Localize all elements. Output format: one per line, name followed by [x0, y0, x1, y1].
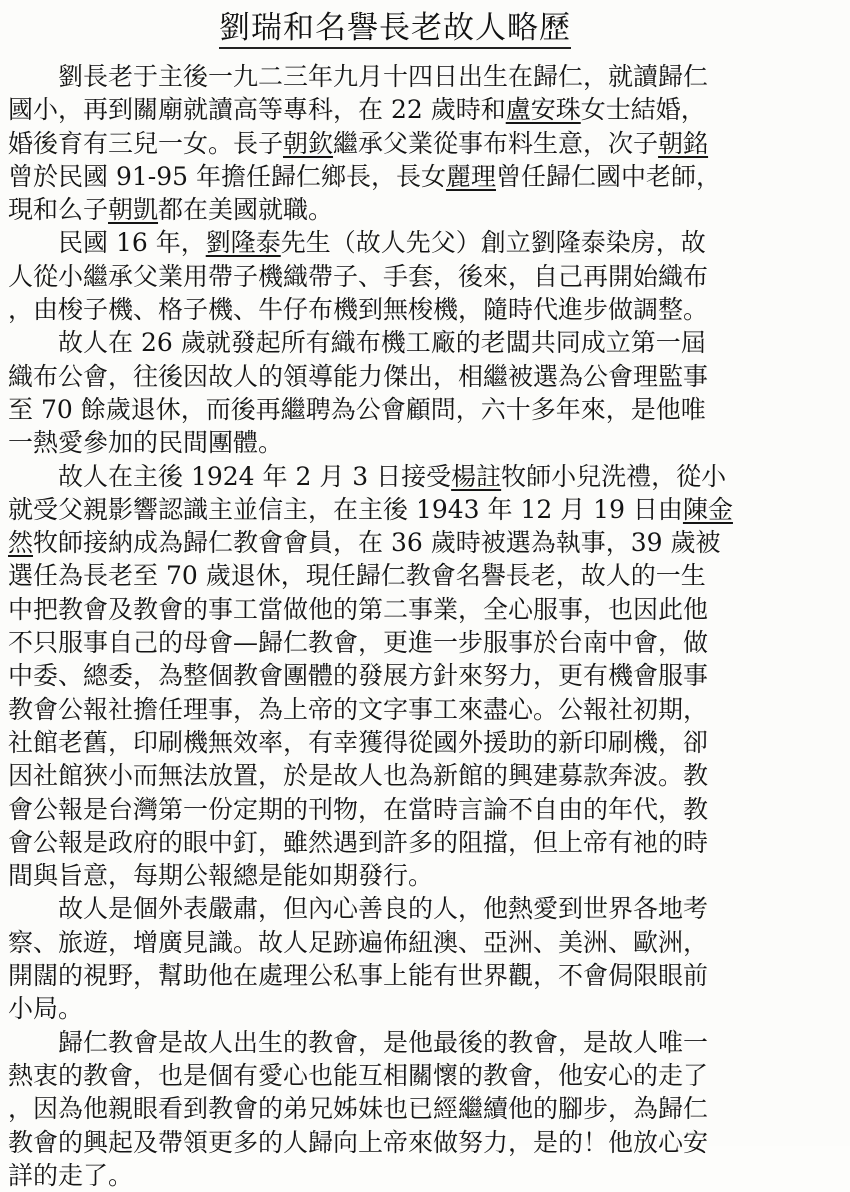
text-segment: 察、旅遊，增廣見識。故人足跡遍佈紐澳、亞洲、美洲、歐洲， — [8, 927, 709, 957]
text-segment: 教會公報社擔任理事，為上帝的文字事工來盡心。公報社初期， — [8, 694, 709, 724]
underlined-name: 盧安珠 — [505, 95, 581, 125]
text-segment: 因社館狹小而無法放置，於是故人也為新館的興建募款奔波。教 — [8, 761, 709, 791]
text-line — [8, 393, 808, 426]
text-segment: ，由梭子機、格子機、牛仔布機到無梭機，隨時代進步做調整。 — [8, 295, 709, 325]
text-segment: 都在美國就職。 — [158, 195, 334, 225]
text-line — [8, 759, 808, 792]
text-segment: 不只服事自己的母會—歸仁教會，更進一步服事於台南中會，做 — [8, 628, 709, 658]
text-line — [8, 1026, 808, 1059]
text-line — [8, 226, 808, 259]
text-line — [8, 160, 808, 193]
text-segment: 會公報是台灣第一份定期的刊物，在當時言論不自由的年代，教 — [8, 794, 709, 824]
text-segment: 織布公會，往後因故人的領導能力傑出，相繼被選為公會理監事 — [8, 361, 709, 391]
text-segment: 小局。 — [8, 994, 84, 1024]
text-line — [8, 60, 808, 93]
text-segment: 一熱愛參加的民間團體。 — [8, 428, 284, 458]
text-line — [8, 127, 808, 160]
text-segment: ，因為他親眼看到教會的弟兄姊妹也已經繼續他的腳步，為歸仁 — [8, 1094, 709, 1124]
text-line — [8, 193, 808, 226]
text-line — [8, 892, 808, 925]
text-segment: 民國 16 年， — [8, 228, 206, 258]
page-title-text: 劉瑞和名譽長老故人略歷 — [219, 10, 571, 49]
text-line — [8, 526, 808, 559]
text-segment: 先生（故人先父）創立劉隆泰染房，故 — [280, 228, 706, 258]
text-segment: 婚後育有三兒一女。長子 — [8, 128, 284, 158]
text-segment: 教會的興起及帶領更多的人歸向上帝來做努力，是的！他放心安 — [8, 1127, 709, 1157]
text-line — [8, 826, 808, 859]
text-segment: 劉長老于主後一九二三年九月十四日出生在歸仁，就讀歸仁 — [8, 62, 709, 91]
text-segment: 牧師小兒洗禮，從小 — [501, 461, 727, 491]
text-line — [8, 726, 808, 759]
text-segment: 間與旨意，每期公報總是能如期發行。 — [8, 861, 434, 891]
text-line — [8, 1159, 808, 1192]
text-line — [8, 493, 808, 526]
text-line — [8, 93, 808, 126]
text-segment: 歸仁教會是故人出生的教會，是他最後的教會，是故人唯一 — [8, 1027, 709, 1057]
underlined-name: 劉隆泰 — [205, 228, 281, 258]
underlined-name: 陳金 — [682, 494, 733, 524]
text-line — [8, 693, 808, 726]
text-segment: 熱衷的教會，也是個有愛心也能互相關懷的教會，他安心的走了 — [8, 1060, 709, 1090]
text-segment: 會公報是政府的眼中釘，雖然遇到許多的阻擋，但上帝有祂的時 — [8, 827, 709, 857]
text-segment: 至 70 餘歲退休，而後再繼聘為公會顧問，六十多年來，是他唯 — [8, 394, 706, 424]
text-segment: 曾於民國 91-95 年擔任歸仁鄉長，長女 — [8, 161, 446, 191]
text-segment: 故人是個外表嚴肅，但內心善良的人，他熱愛到世界各地考 — [8, 894, 709, 924]
text-line — [8, 426, 808, 459]
text-line — [8, 626, 808, 659]
text-line — [8, 793, 808, 826]
text-line — [8, 260, 808, 293]
underlined-name: 朝銘 — [658, 128, 709, 158]
text-segment: 人從小繼承父業用帶子機織帶子、手套，後來，自己再開始織布 — [8, 261, 709, 291]
underlined-name: 然 — [8, 528, 34, 558]
underlined-name: 朝凱 — [108, 195, 159, 225]
text-segment: 選任為長老至 70 歲退休，現任歸仁教會名譽長老，故人的一生 — [8, 561, 706, 591]
text-segment: 故人在主後 1924 年 2 月 3 日接受 — [8, 461, 452, 491]
underlined-name: 朝欽 — [283, 128, 334, 158]
text-segment: 繼承父業從事布料生意，次子 — [333, 128, 659, 158]
text-segment: 中委、總委，為整個教會團體的發展方針來努力，更有機會服事 — [8, 661, 709, 691]
text-segment: 開闊的視野，幫助他在處理公私事上能有世界觀，不會侷限眼前 — [8, 961, 709, 991]
text-segment: 曾任歸仁國中老師， — [495, 161, 721, 191]
text-line — [8, 460, 808, 493]
page-title — [0, 8, 790, 48]
text-segment: 現和么子 — [8, 195, 109, 225]
text-segment: 國小，再到關廟就讀高等專科，在 22 歲時和 — [8, 95, 506, 125]
text-segment: 女士結婚， — [580, 95, 706, 125]
text-segment: 故人在 26 歲就發起所有織布機工廠的老闆共同成立第一屆 — [8, 328, 706, 358]
text-line — [8, 859, 808, 892]
text-line — [8, 326, 808, 359]
underlined-name: 麗理 — [445, 161, 496, 191]
text-line — [8, 360, 808, 393]
document-body — [8, 60, 808, 1192]
text-segment: 社館老舊，印刷機無效率，有幸獲得從國外援助的新印刷機，卻 — [8, 727, 709, 757]
text-line — [8, 293, 808, 326]
text-line — [8, 1092, 808, 1125]
text-line — [8, 659, 808, 692]
text-line — [8, 926, 808, 959]
text-line — [8, 992, 808, 1025]
underlined-name: 楊註 — [451, 461, 502, 491]
text-line — [8, 1059, 808, 1092]
text-line — [8, 593, 808, 626]
text-segment: 就受父親影響認識主並信主，在主後 1943 年 12 月 19 日由 — [8, 494, 683, 524]
text-line — [8, 559, 808, 592]
text-line — [8, 959, 808, 992]
text-segment: 中把教會及教會的事工當做他的第二事業，全心服事，也因此他 — [8, 594, 709, 624]
text-segment: 詳的走了。 — [8, 1160, 134, 1190]
text-line — [8, 1126, 808, 1159]
text-segment: 牧師接納成為歸仁教會會員，在 36 歲時被選為執事，39 歲被 — [33, 528, 721, 558]
